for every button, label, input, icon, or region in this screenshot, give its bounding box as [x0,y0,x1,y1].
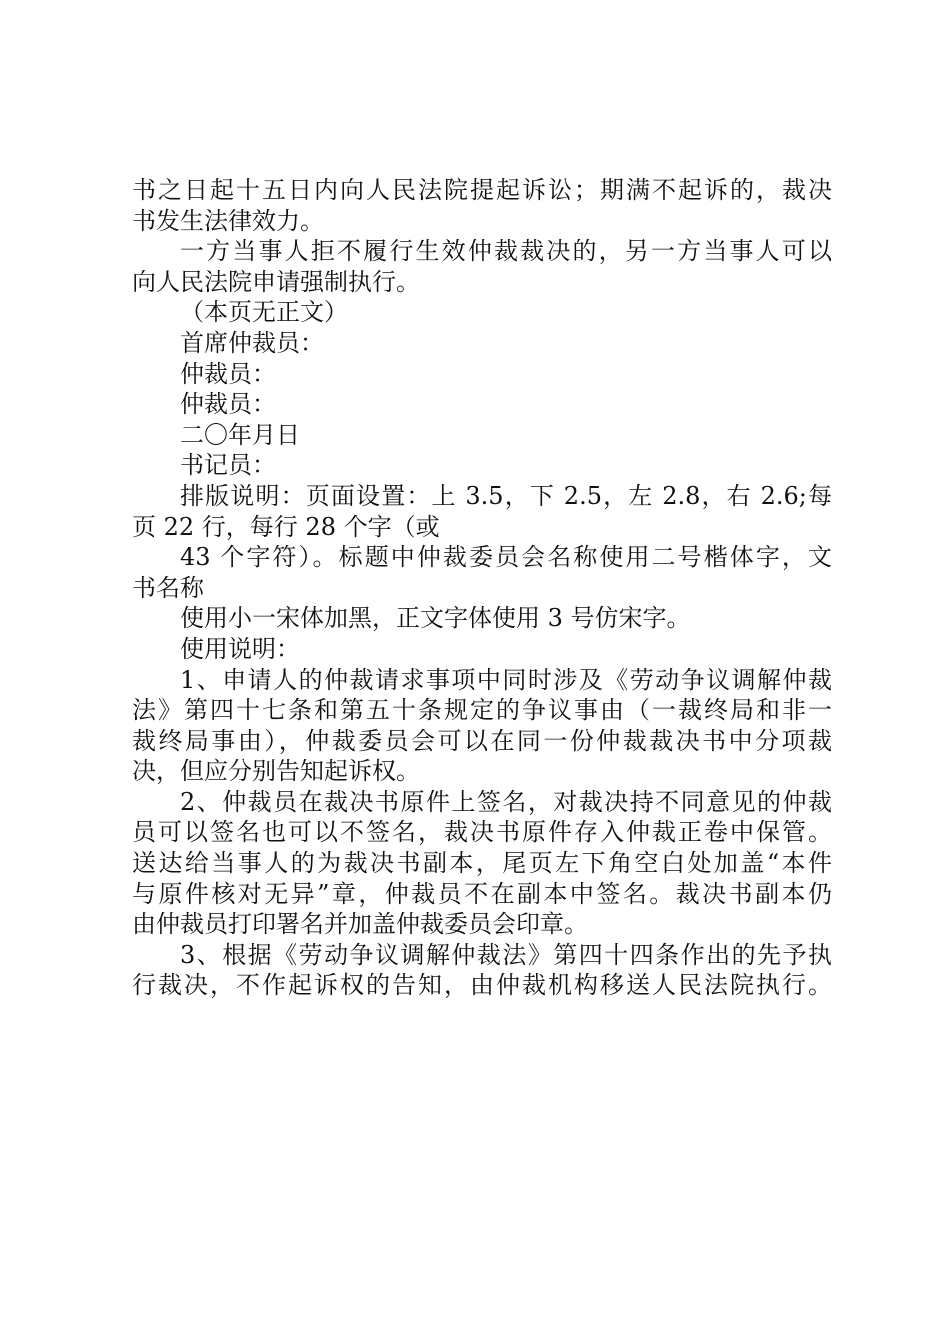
text-line: 书记员： [180,451,276,480]
text-line: 页 22 行，每行 28 个字（或 [132,512,440,541]
text-line: 由仲裁员打印署名并加盖仲裁委员会印章。 [132,910,588,939]
text-line: 员可以签名也可以不签名，裁决书原件存入仲裁正卷中保管。 [132,818,832,847]
text-line: 1、申请人的仲裁请求事项中同时涉及《劳动争议调解仲裁 [180,665,832,694]
text-line: 3、根据《劳动争议调解仲裁法》第四十四条作出的先予执 [180,940,832,969]
text-line: 2、仲裁员在裁决书原件上签名，对裁决持不同意见的仲裁 [180,787,832,816]
text-line: 法》第四十七条和第五十条规定的争议事由（一裁终局和非一 [132,696,832,725]
text-line: 仲裁员： [180,359,276,388]
text-line: 一方当事人拒不履行生效仲裁裁决的，另一方当事人可以 [180,237,832,266]
text-line: 二〇年月日 [180,420,300,449]
text-line: 行裁决，不作起诉权的告知，由仲裁机构移送人民法院执行。 [132,971,832,1000]
text-line: 向人民法院申请强制执行。 [132,267,420,296]
text-line: 使用小一宋体加黑，正文字体使用 3 号仿宋字。 [180,604,691,633]
document-body [132,175,832,1001]
text-line: 书名称 [132,573,204,602]
text-line: （本页无正文） [180,298,348,327]
text-line: 书之日起十五日内向人民法院提起诉讼；期满不起诉的，裁决 [132,176,832,204]
text-line: 使用说明： [180,634,300,663]
text-line: 仲裁员： [180,390,276,419]
text-line: 43 个字符）。标题中仲裁委员会名称使用二号楷体字，文 [180,543,832,572]
text-line: 裁终局事由），仲裁委员会可以在同一份仲裁裁决书中分项裁 [132,726,832,755]
text-line: 排版说明：页面设置：上 3.5，下 2.5，左 2.8，右 2.6;每 [180,481,832,510]
text-line: 送达给当事人的为裁决书副本，尾页左下角空白处加盖“本件 [132,849,832,878]
text-line: 首席仲裁员： [180,328,324,357]
text-line: 与原件核对无异”章，仲裁员不在副本中签名。裁决书副本仍 [132,879,832,908]
text-line: 书发生法律效力。 [132,206,324,235]
text-line: 决，但应分别告知起诉权。 [132,757,420,786]
